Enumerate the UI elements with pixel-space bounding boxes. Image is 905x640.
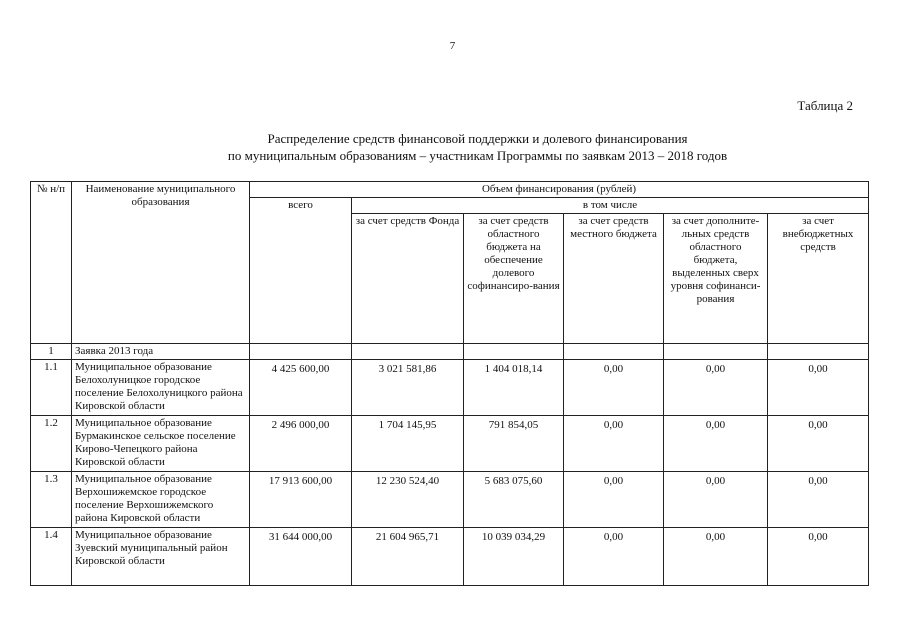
header-extrabudget: за счет внебюджетных средств [768,214,869,344]
document-title [0,130,905,164]
table-row [31,360,869,416]
row-name: Муниципальное образование Белохолуницкое городское поселение Белохолуницкого района Кировской области [72,360,250,416]
row-name: Муниципальное образование Бурмакинское сельское поселение Кирово-Чепецкого района Кировской области [72,416,250,472]
row-total: 17 913 600,00 [250,472,352,528]
row-extrabudget: 0,00 [768,472,869,528]
row-local: 0,00 [564,360,664,416]
section-row [31,344,869,360]
title-line-1: Распределение средств финансовой поддержки и долевого финансирования [267,131,688,146]
page-number: 7 [449,40,456,52]
row-additional: 0,00 [664,528,768,586]
header-total: всего [250,198,352,344]
row-total: 2 496 000,00 [250,416,352,472]
row-regional: 5 683 075,60 [464,472,564,528]
row-num: 1.2 [31,416,72,472]
financing-table [30,181,869,586]
header-name: Наименование муниципального образования [72,182,250,344]
section-label: Заявка 2013 года [72,344,250,360]
row-name: Муниципальное образование Верхошижемское городское поселение Верхошижемского района Кировской области [72,472,250,528]
header-fund: за счет средств Фонда [352,214,464,344]
row-regional: 1 404 018,14 [464,360,564,416]
header-local: за счет средств местного бюджета [564,214,664,344]
section-num: 1 [31,344,72,360]
row-fund: 3 021 581,86 [352,360,464,416]
row-local: 0,00 [564,528,664,586]
table-row [31,416,869,472]
header-regional: за счет средств областного бюджета на обеспечение долевого софинансиро-вания [464,214,564,344]
row-regional: 791 854,05 [464,416,564,472]
table-row [31,472,869,528]
title-line-2: по муниципальным образованиям – участникам Программы по заявкам 2013 – 2018 годов [227,148,728,163]
row-extrabudget: 0,00 [768,360,869,416]
row-total: 31 644 000,00 [250,528,352,586]
row-local: 0,00 [564,472,664,528]
row-name: Муниципальное образование Зуевский муниципальный район Кировской области [72,528,250,586]
header-additional: за счет дополните-льных средств областного бюджета, выделенных сверх уровня софинанси-рования [664,214,768,344]
row-additional: 0,00 [664,360,768,416]
row-extrabudget: 0,00 [768,416,869,472]
row-fund: 12 230 524,40 [352,472,464,528]
table-row [31,528,869,586]
row-local: 0,00 [564,416,664,472]
header-row-1 [31,182,869,198]
row-fund: 1 704 145,95 [352,416,464,472]
row-total: 4 425 600,00 [250,360,352,416]
row-additional: 0,00 [664,416,768,472]
row-num: 1.1 [31,360,72,416]
row-extrabudget: 0,00 [768,528,869,586]
row-regional: 10 039 034,29 [464,528,564,586]
row-fund: 21 604 965,71 [352,528,464,586]
row-additional: 0,00 [664,472,768,528]
row-num: 1.4 [31,528,72,586]
header-volume: Объем финансирования (рублей) [250,182,869,198]
table-label: Таблица 2 [797,98,853,113]
row-num: 1.3 [31,472,72,528]
header-including: в том числе [352,198,869,214]
header-num: № н/п [31,182,72,344]
